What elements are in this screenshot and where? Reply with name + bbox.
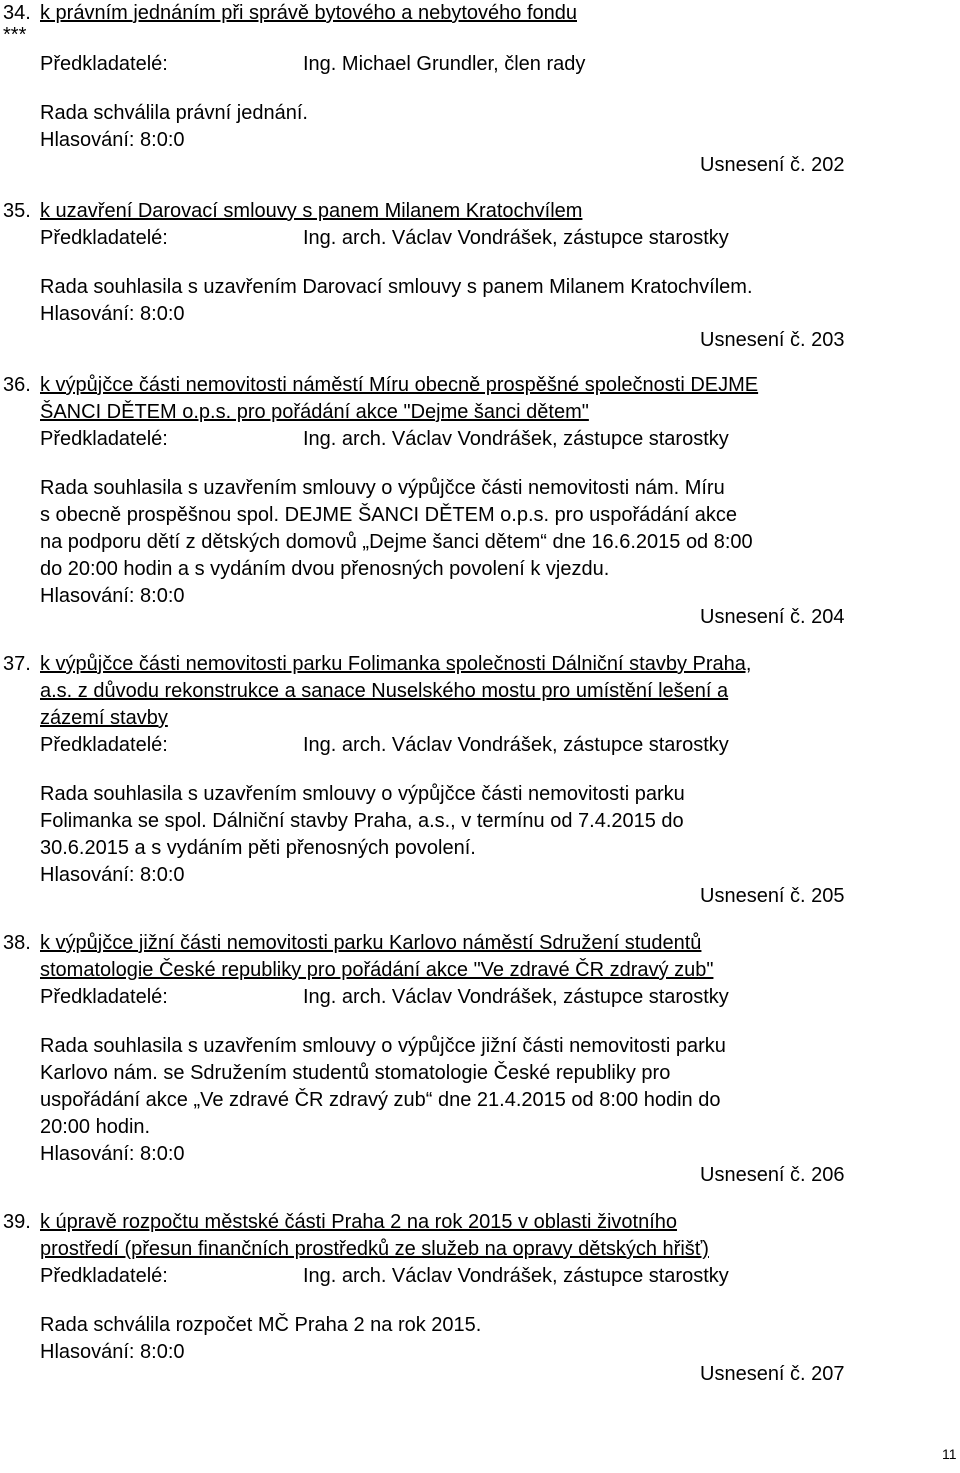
resolution-line: Rada souhlasila s uzavřením smlouvy o výpůjčce části nemovitosti nám. Míru [40,477,725,499]
item-title [40,1209,880,1263]
proposer-label: Předkladatelé: [40,227,168,249]
proposer-label: Předkladatelé: [40,428,168,450]
proposer-name: Ing. arch. Václav Vondrášek, zástupce starostky [303,986,729,1008]
proposer-label: Předkladatelé: [40,1265,168,1287]
resolution-text: Rada souhlasila s uzavřením Darovací smlouvy s panem Milanem Kratochvílem. [40,276,753,298]
item-title [40,930,880,984]
resolution-text [0,781,960,862]
item-title-line: k uzavření Darovací smlouvy s panem Milanem Kratochvílem [40,200,583,222]
resolution-line: Rada souhlasila s uzavřením smlouvy o výpůjčce části nemovitosti parku [40,783,685,805]
vote-result: Hlasování: 8:0:0 [40,864,185,886]
vote-result: Hlasování: 8:0:0 [40,129,185,151]
item-title-line: k právním jednáním při správě bytového a nebytového fondu [40,2,577,24]
proposer-name: Ing. Michael Grundler, člen rady [303,53,586,75]
resolution-line: Rada souhlasila s uzavřením smlouvy o výpůjčce jižní části nemovitosti parku [40,1035,726,1057]
item-number: 38. [3,932,31,954]
proposer-label: Předkladatelé: [40,986,168,1008]
proposer-row [40,1263,960,1290]
resolution-number: Usnesení č. 202 [700,154,845,176]
resolution-line: s obecně prospěšnou spol. DEJME ŠANCI DĚTEM o.p.s. pro uspořádání akce [40,504,738,526]
agenda-item-34 [0,0,960,176]
resolution-text: Rada schválila právní jednání. [40,102,308,124]
item-extra-marker: *** [3,24,27,46]
proposer-row [40,732,960,759]
item-title-line: prostředí (přesun finančních prostředků ze služeb na opravy dětských hřišť) [40,1238,709,1260]
resolution-line: 20:00 hodin. [40,1116,151,1138]
item-number: 37. [3,653,31,675]
item-title-line: k výpůjčce části nemovitosti náměstí Míru obecně prospěšné společnosti DEJME [40,374,759,396]
resolution-line: na podporu dětí z dětských domovů „Dejme šanci dětem“ dne 16.6.2015 od 8:00 [40,531,753,553]
item-title-line: k výpůjčce jižní části nemovitosti parku Karlovo náměstí Sdružení studentů [40,932,702,954]
item-title [40,198,880,225]
resolution-number: Usnesení č. 204 [700,606,845,628]
proposer-name: Ing. arch. Václav Vondrášek, zástupce starostky [303,428,729,450]
proposer-row [40,984,960,1011]
resolution-line: Folimanka se spol. Dálniční stavby Praha, a.s., v termínu od 7.4.2015 do [40,810,684,832]
vote-result: Hlasování: 8:0:0 [40,1143,185,1165]
item-title-line: k výpůjčce části nemovitosti parku Folimanka společnosti Dálniční stavby Praha, [40,653,752,675]
proposer-label: Předkladatelé: [40,734,168,756]
agenda-item-37 [0,651,960,907]
item-number: 35. [3,200,31,222]
proposer-label: Předkladatelé: [40,53,168,75]
resolution-text [0,1033,960,1141]
item-title-line: stomatologie České republiky pro pořádání akce "Ve zdravé ČR zdravý zub" [40,959,714,981]
item-title-line: a.s. z důvodu rekonstrukce a sanace Nuselského mostu pro umístění lešení a [40,680,729,702]
resolution-line: Karlovo nám. se Sdružením studentů stomatologie České republiky pro [40,1062,671,1084]
item-title [40,651,880,732]
item-title [40,372,880,426]
page-number: 11 [942,1446,957,1462]
item-number: 34. [3,2,31,24]
vote-result: Hlasování: 8:0:0 [40,1341,185,1363]
resolution-number: Usnesení č. 206 [700,1164,845,1186]
resolution-line: uspořádání akce „Ve zdravé ČR zdravý zub“ dne 21.4.2015 od 8:00 hodin do [40,1089,721,1111]
vote-result: Hlasování: 8:0:0 [40,585,185,607]
proposer-row [40,225,960,252]
agenda-item-39 [0,1209,960,1385]
resolution-line: do 20:00 hodin a s vydáním dvou přenosných povolení k vjezdu. [40,558,610,580]
agenda-item-36 [0,372,960,628]
item-title-line: zázemí stavby [40,707,168,729]
proposer-name: Ing. arch. Václav Vondrášek, zástupce starostky [303,227,729,249]
agenda-item-38 [0,930,960,1186]
resolution-number: Usnesení č. 205 [700,885,845,907]
vote-result: Hlasování: 8:0:0 [40,303,185,325]
resolution-number: Usnesení č. 207 [700,1363,845,1385]
proposer-name: Ing. arch. Václav Vondrášek, zástupce starostky [303,1265,729,1287]
agenda-item-35 [0,198,960,351]
item-number: 36. [3,374,31,396]
proposer-name: Ing. arch. Václav Vondrášek, zástupce starostky [303,734,729,756]
item-title [40,0,880,27]
item-title-line: k úpravě rozpočtu městské části Praha 2 na rok 2015 v oblasti životního [40,1211,678,1233]
resolution-number: Usnesení č. 203 [700,329,845,351]
resolution-line: 30.6.2015 a s vydáním pěti přenosných povolení. [40,837,476,859]
item-title-line: ŠANCI DĚTEM o.p.s. pro pořádání akce "Dejme šanci dětem" [40,401,589,423]
proposer-row [40,51,960,78]
resolution-text: Rada schválila rozpočet MČ Praha 2 na rok 2015. [40,1314,482,1336]
item-number: 39. [3,1211,31,1233]
proposer-row [40,426,960,453]
resolution-text [0,475,960,583]
